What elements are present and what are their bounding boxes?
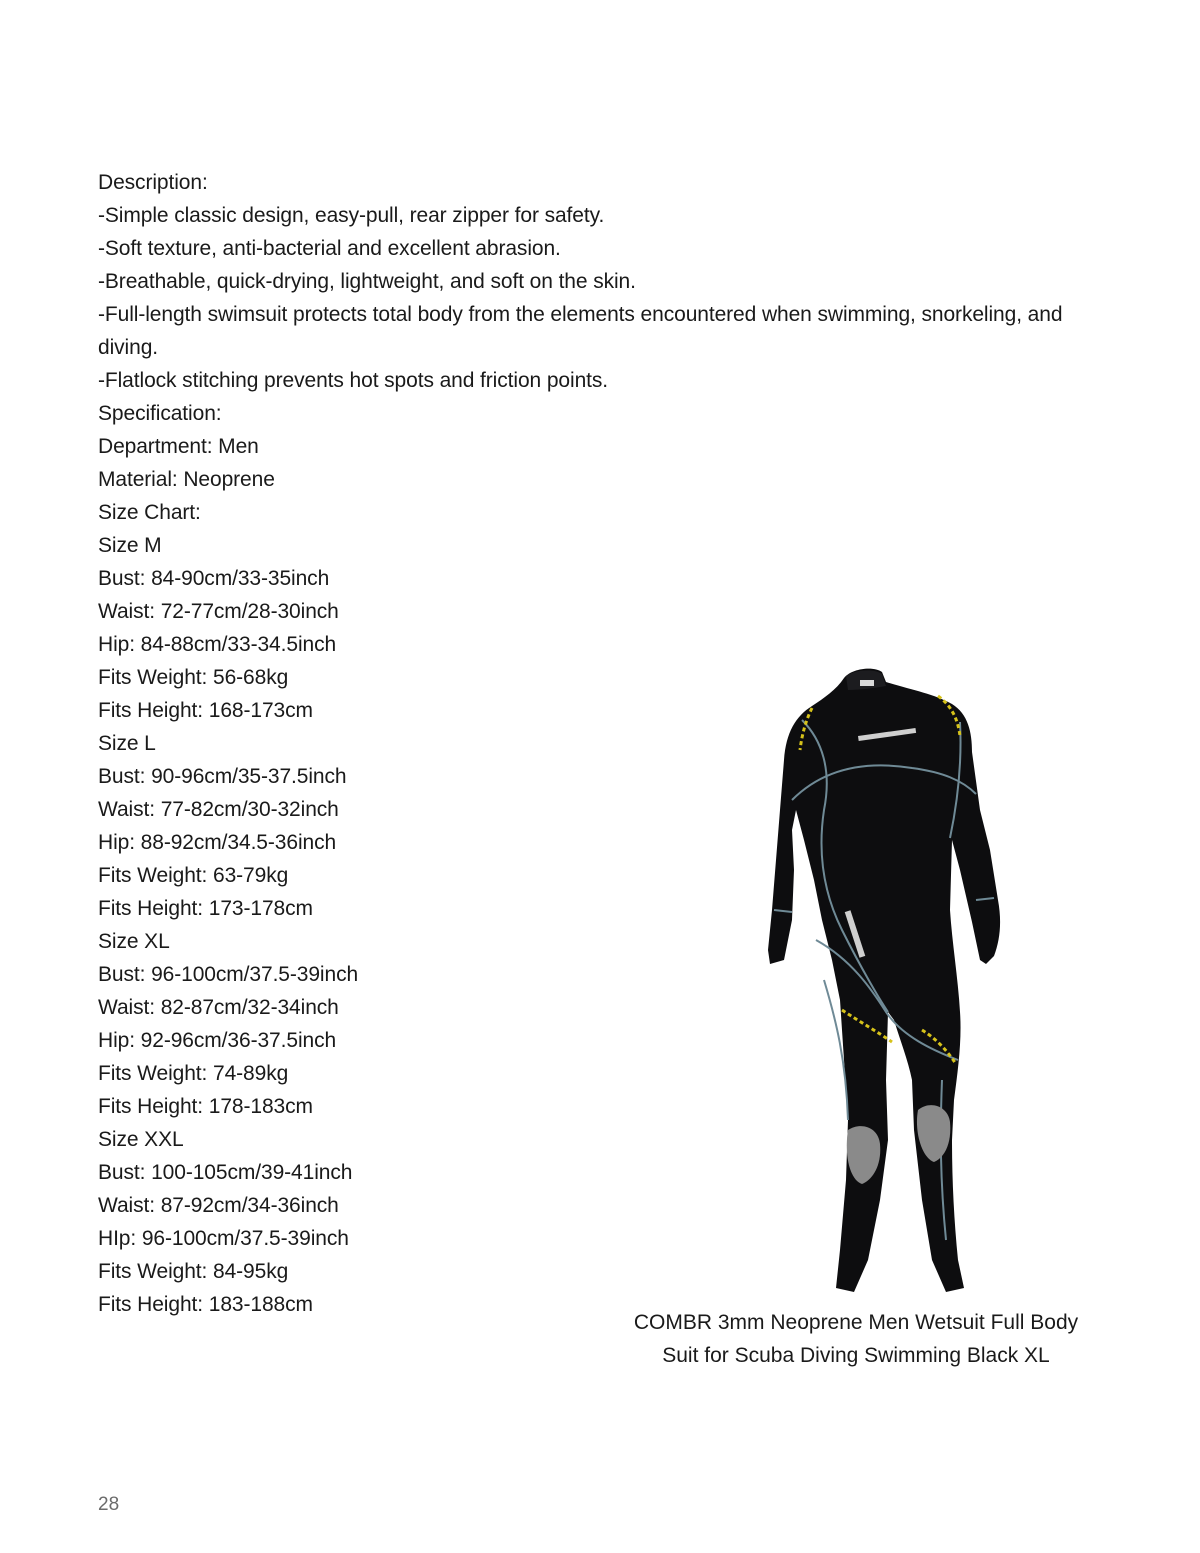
- size-bust: Bust: 96-100cm/37.5-39inch: [98, 963, 359, 986]
- size-height: Fits Height: 168-173cm: [98, 699, 313, 722]
- size-waist: Waist: 87-92cm/34-36inch: [98, 1194, 339, 1217]
- description-bullet: -Simple classic design, easy-pull, rear zipper for safety.: [98, 204, 605, 227]
- specification-heading: Specification:: [98, 402, 222, 425]
- size-weight: Fits Weight: 63-79kg: [98, 864, 289, 887]
- size-waist: Waist: 82-87cm/32-34inch: [98, 996, 339, 1019]
- material-line: Material: Neoprene: [98, 468, 275, 491]
- page-number: 28: [98, 1494, 120, 1515]
- product-figure: [620, 660, 1095, 1300]
- size-hip: Hip: 84-88cm/33-34.5inch: [98, 633, 337, 656]
- size-name: Size M: [98, 534, 162, 557]
- wetsuit-icon: [762, 660, 1062, 1300]
- size-waist: Waist: 72-77cm/28-30inch: [98, 600, 339, 623]
- size-weight: Fits Weight: 56-68kg: [98, 666, 289, 689]
- size-name: Size L: [98, 732, 156, 755]
- size-weight: Fits Weight: 74-89kg: [98, 1062, 289, 1085]
- size-hip: Hip: 88-92cm/34.5-36inch: [98, 831, 337, 854]
- description-bullet: -Full-length swimsuit protects total body from the elements encountered when swimming, snorkeling, and diving.: [98, 303, 1063, 359]
- description-bullet: -Flatlock stitching prevents hot spots and friction points.: [98, 369, 609, 392]
- size-waist: Waist: 77-82cm/30-32inch: [98, 798, 339, 821]
- neck-label: [860, 680, 874, 686]
- size-name: Size XL: [98, 930, 170, 953]
- size-bust: Bust: 84-90cm/33-35inch: [98, 567, 330, 590]
- size-height: Fits Height: 178-183cm: [98, 1095, 313, 1118]
- size-hip: HIp: 96-100cm/37.5-39inch: [98, 1227, 349, 1250]
- description-heading: Description:: [98, 171, 208, 194]
- size-height: Fits Height: 183-188cm: [98, 1293, 313, 1316]
- size-weight: Fits Weight: 84-95kg: [98, 1260, 289, 1283]
- description-bullet: -Breathable, quick-drying, lightweight, and soft on the skin.: [98, 270, 636, 293]
- product-caption: COMBR 3mm Neoprene Men Wetsuit Full Body Suit for Scuba Diving Swimming Black XL: [633, 1311, 1079, 1367]
- size-hip: Hip: 92-96cm/36-37.5inch: [98, 1029, 337, 1052]
- size-height: Fits Height: 173-178cm: [98, 897, 313, 920]
- department-line: Department: Men: [98, 435, 259, 458]
- description-bullet: -Soft texture, anti-bacterial and excellent abrasion.: [98, 237, 561, 260]
- wetsuit-body: [768, 669, 1000, 1292]
- size-bust: Bust: 90-96cm/35-37.5inch: [98, 765, 347, 788]
- size-chart-heading: Size Chart:: [98, 501, 201, 524]
- size-bust: Bust: 100-105cm/39-41inch: [98, 1161, 353, 1184]
- size-name: Size XXL: [98, 1128, 184, 1151]
